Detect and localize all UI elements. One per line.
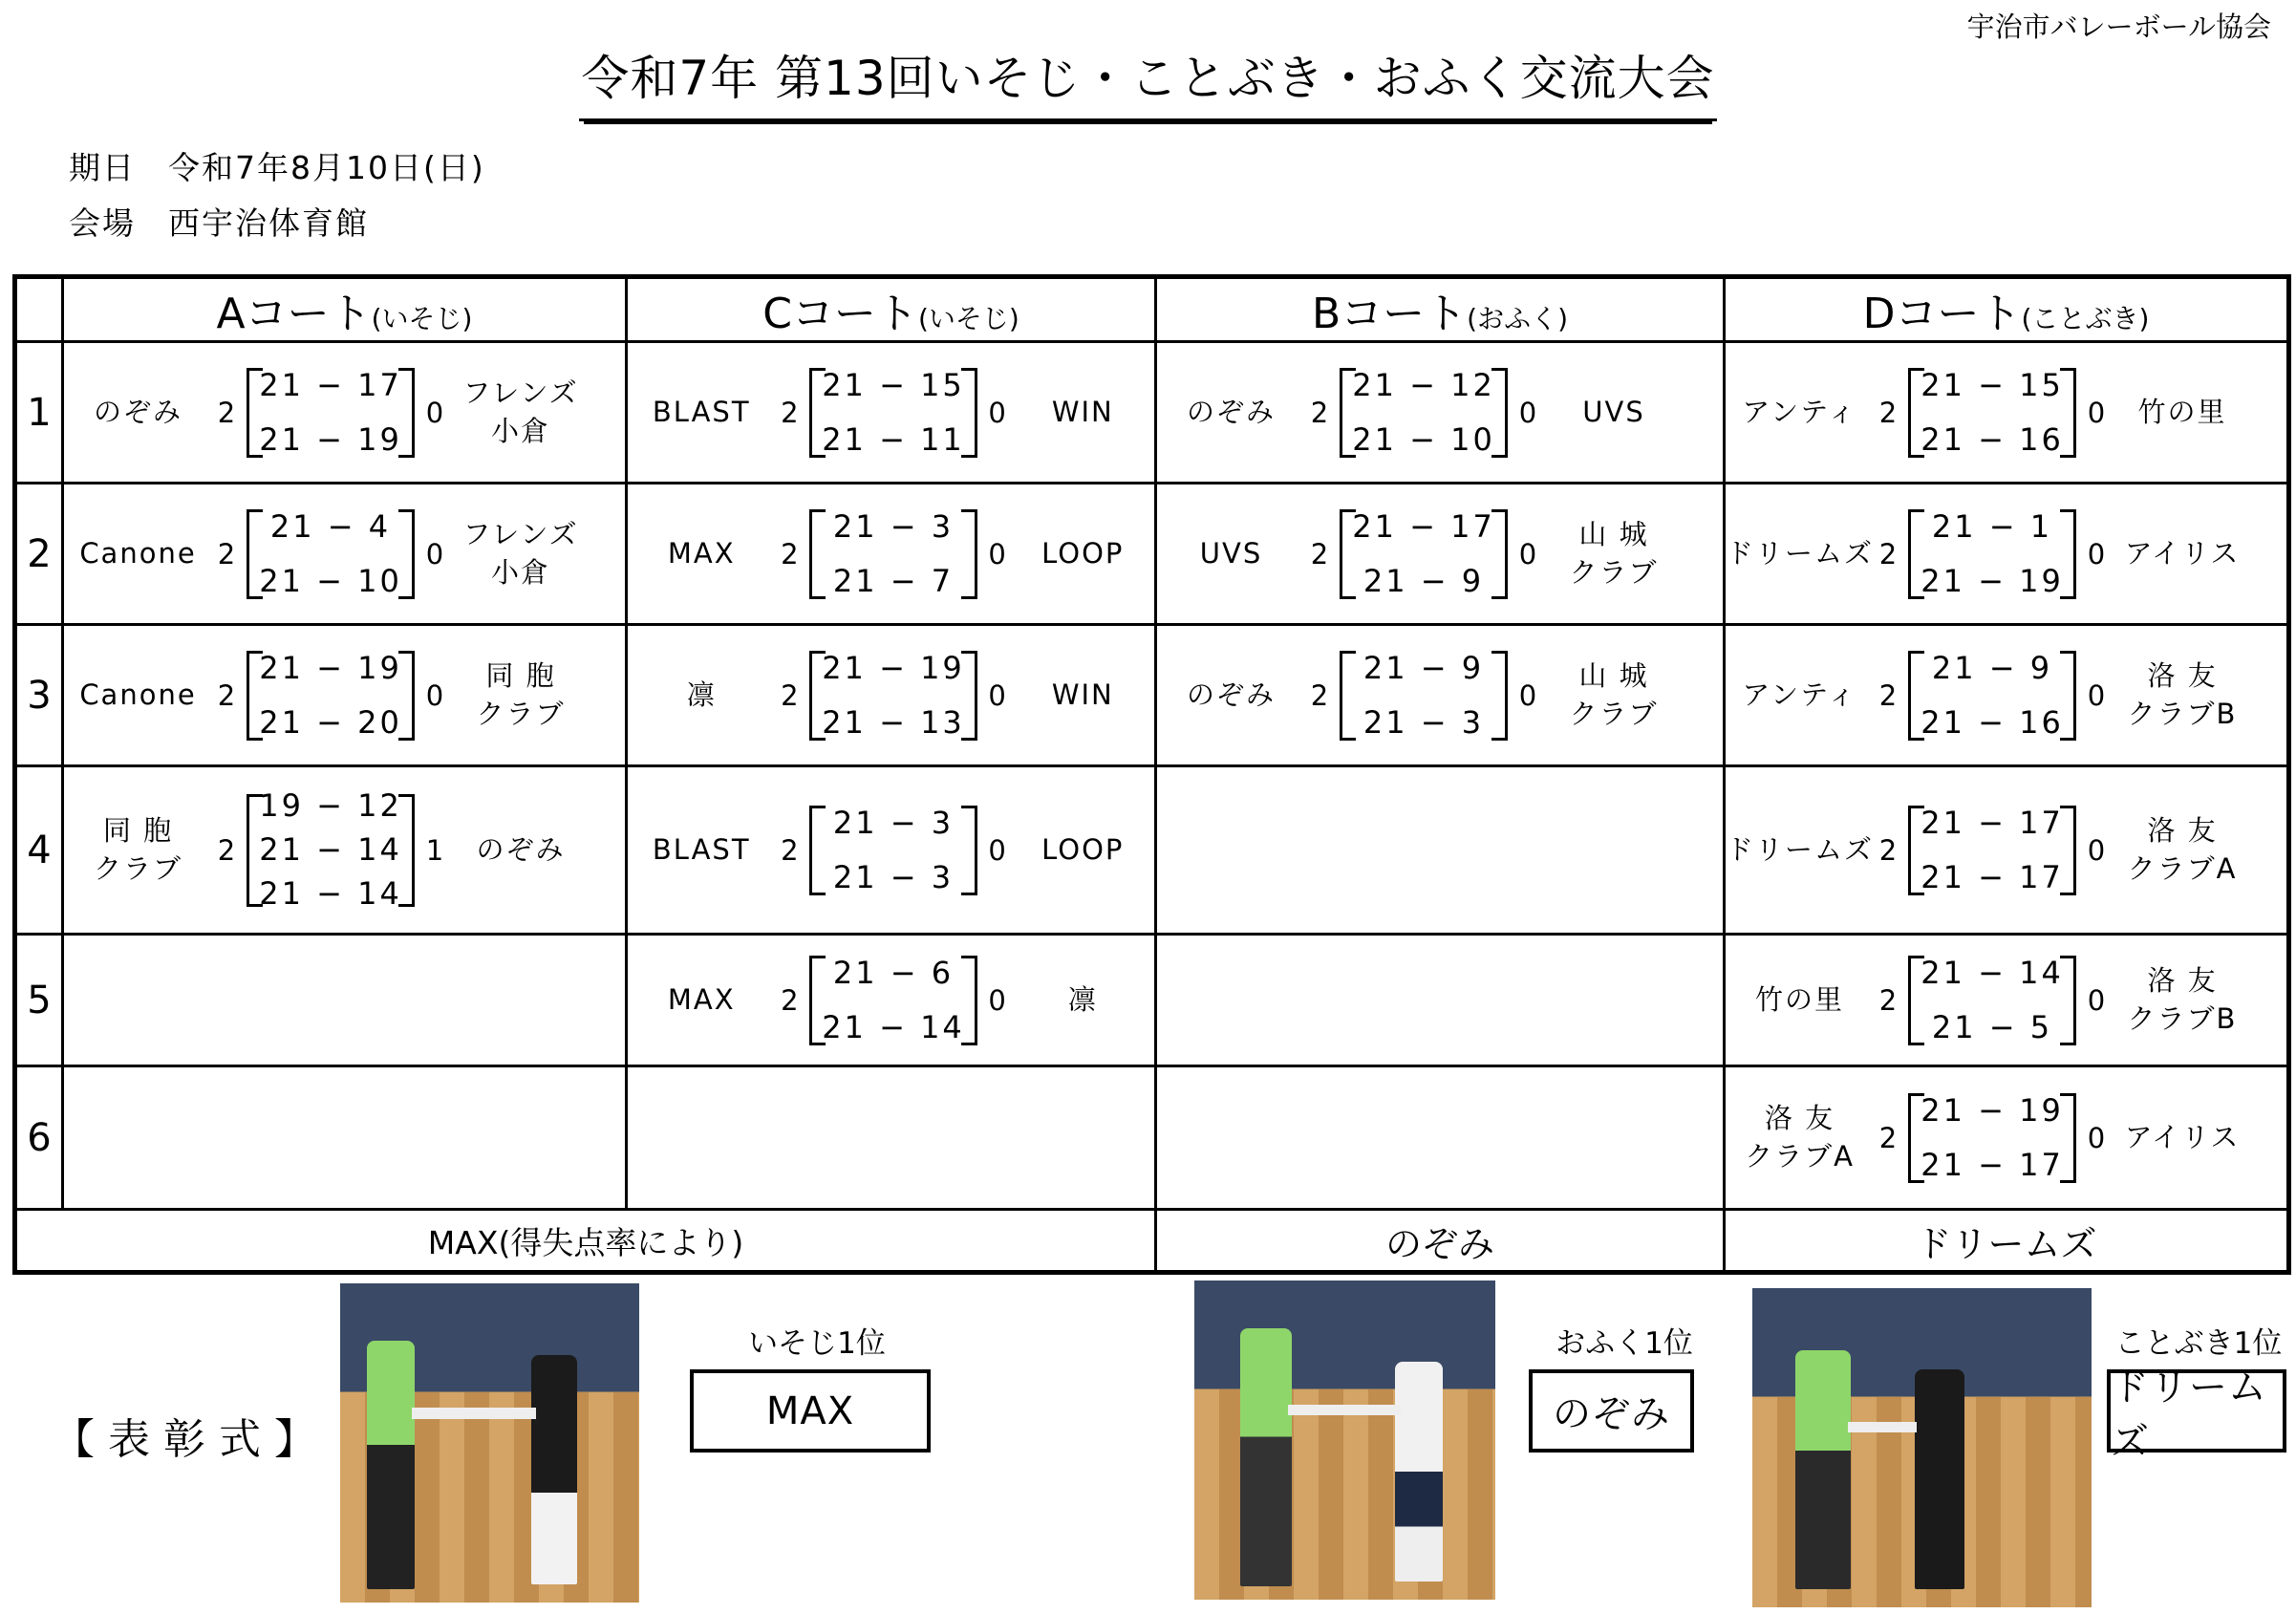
match-row — [15, 484, 2289, 625]
match-cell — [1156, 1066, 1725, 1210]
set-score: 21 − 14 — [259, 831, 402, 869]
set-score: 21 − 14 — [259, 875, 402, 913]
sets-won-right: 0 — [2087, 396, 2106, 429]
team-name-line: MAX — [667, 982, 736, 1016]
sets-won-right: 0 — [2087, 833, 2106, 867]
team-right — [449, 516, 592, 591]
sets-won-left: 2 — [781, 678, 799, 712]
match-cell — [63, 625, 627, 766]
set-scores — [809, 494, 976, 614]
set-scores — [1908, 494, 2076, 614]
set-scores — [1908, 635, 2076, 756]
team-left — [1726, 1100, 1874, 1174]
set-score: 21 − 5 — [1931, 1008, 2053, 1045]
sets-won-left: 2 — [1878, 833, 1898, 867]
match-result — [1726, 484, 2286, 623]
team-name-line: 同 胞 — [485, 659, 556, 693]
set-scores — [1340, 353, 1508, 473]
match-row — [15, 1066, 2289, 1210]
sets-won-left: 2 — [217, 396, 236, 429]
team-name-line: UVS — [1582, 395, 1645, 428]
winner-ofuku: のぞみ — [1156, 1210, 1725, 1273]
team-right — [2111, 657, 2254, 732]
set-score: 21 − 16 — [1920, 703, 2064, 741]
sets-won-left: 2 — [781, 396, 799, 429]
round-number: 1 — [15, 342, 63, 484]
match-result — [1726, 343, 2286, 482]
round-number: 3 — [15, 625, 63, 766]
team-name-line: LOOP — [1041, 536, 1125, 570]
team-name-line: フレンズ — [462, 518, 579, 551]
team-left — [1157, 394, 1305, 431]
team-left — [1726, 831, 1874, 869]
team-name-line: クラブB — [2127, 1001, 2238, 1035]
award-team-box: ドリームズ — [2107, 1369, 2286, 1453]
match-cell — [627, 484, 1156, 625]
team-right — [2111, 1119, 2254, 1156]
match-row — [15, 935, 2289, 1066]
set-score: 21 − 14 — [1920, 954, 2064, 991]
set-score: 21 − 17 — [1920, 858, 2064, 895]
match-cell — [1156, 766, 1725, 935]
team-name-line: クラブ — [476, 697, 566, 730]
match-result — [64, 626, 625, 764]
team-right — [1012, 535, 1154, 572]
winner-isoji: MAX(得失点率により) — [15, 1210, 1156, 1273]
team-name-line: BLAST — [652, 395, 751, 428]
set-score: 21 − 19 — [1920, 1091, 2064, 1129]
match-result — [1157, 343, 1723, 482]
match-result — [1726, 936, 2286, 1065]
match-result — [628, 484, 1154, 623]
team-right — [2111, 812, 2254, 887]
sets-won-right: 0 — [988, 678, 1006, 712]
ceremony-title: 【表彰式】 — [53, 1415, 330, 1464]
set-scores — [1908, 790, 2076, 911]
set-score: 21 − 17 — [1352, 507, 1495, 545]
sets-won-left: 2 — [1310, 396, 1329, 429]
sets-won-right: 0 — [1518, 537, 1537, 570]
team-name-line: クラブA — [1745, 1139, 1855, 1173]
team-name-line: 洛 友 — [1764, 1102, 1835, 1135]
match-cell — [1156, 484, 1725, 625]
sets-won-right: 0 — [988, 833, 1006, 867]
team-left — [1726, 981, 1874, 1019]
match-row — [15, 342, 2289, 484]
award-photo-kotobuki — [1752, 1288, 2092, 1607]
team-name-line: LOOP — [1041, 832, 1125, 866]
match-cell — [1156, 625, 1725, 766]
team-right — [2111, 535, 2254, 572]
match-cell — [63, 342, 627, 484]
match-cell — [1156, 935, 1725, 1066]
sets-won-left: 2 — [1310, 678, 1329, 712]
match-cell — [627, 625, 1156, 766]
sets-won-left: 2 — [1310, 537, 1329, 570]
team-name-line: クラブB — [2127, 697, 2238, 730]
set-score: 21 − 19 — [1920, 562, 2064, 599]
team-right — [1012, 831, 1154, 869]
venue-line — [69, 199, 369, 244]
team-left — [64, 535, 212, 572]
sets-won-left: 2 — [781, 983, 799, 1017]
match-cell — [627, 342, 1156, 484]
sets-won-right: 0 — [425, 396, 444, 429]
set-score: 21 − 3 — [832, 507, 955, 545]
team-name-line: UVS — [1199, 536, 1263, 570]
set-scores — [1908, 353, 2076, 473]
team-right — [1012, 981, 1154, 1019]
match-result — [1726, 767, 2286, 933]
team-name-line: アイリス — [2124, 536, 2241, 570]
team-name-line: Canone — [79, 678, 197, 711]
team-name-line: のぞみ — [1186, 678, 1276, 711]
team-name-line: のぞみ — [93, 395, 182, 428]
team-name-line: Canone — [79, 536, 197, 570]
date-value: 令和7年8月10日(日) — [168, 149, 485, 186]
team-name-line: 凛 — [686, 678, 717, 711]
match-cell — [63, 766, 627, 935]
set-score: 21 − 3 — [832, 858, 955, 895]
set-scores — [809, 635, 976, 756]
set-score: 21 − 16 — [1920, 420, 2064, 458]
match-result — [1157, 484, 1723, 623]
match-result — [64, 343, 625, 482]
match-cell — [1725, 625, 2289, 766]
sets-won-left: 2 — [781, 833, 799, 867]
match-result — [1726, 626, 2286, 764]
sets-won-right: 0 — [1518, 678, 1537, 712]
round-number: 4 — [15, 766, 63, 935]
set-scores — [247, 635, 415, 756]
page-title: 令和7年 第13回いそじ・ことぶき・おふく交流大会 — [0, 40, 2296, 121]
set-score: 21 − 20 — [259, 703, 402, 741]
results-table — [12, 274, 2291, 1275]
set-scores — [809, 353, 976, 473]
match-result — [64, 767, 625, 933]
team-name-line: クラブ — [1569, 555, 1659, 589]
sets-won-left: 2 — [1878, 1121, 1898, 1154]
team-right — [2111, 962, 2254, 1037]
team-name-line: 山 城 — [1578, 659, 1649, 693]
award-team-box: のぞみ — [1529, 1369, 1694, 1453]
match-cell — [627, 1066, 1156, 1210]
team-name-line: WIN — [1051, 395, 1114, 428]
team-left — [64, 394, 212, 431]
team-name-line: クラブ — [1569, 697, 1659, 730]
set-scores — [1340, 494, 1508, 614]
match-cell — [63, 1066, 627, 1210]
court-header: Bコート(おふく) — [1156, 277, 1725, 342]
set-scores — [1908, 940, 2076, 1061]
team-name-line: ドリームズ — [1726, 832, 1875, 866]
team-left — [64, 677, 212, 714]
team-name-line: WIN — [1051, 678, 1114, 711]
set-scores — [247, 353, 415, 473]
set-score: 21 − 10 — [1352, 420, 1495, 458]
set-score: 21 − 4 — [269, 507, 392, 545]
sets-won-left: 2 — [1878, 396, 1898, 429]
set-scores — [1908, 1078, 2076, 1198]
team-name-line: MAX — [667, 536, 736, 570]
set-score: 21 − 3 — [832, 804, 955, 841]
team-name-line: 同 胞 — [102, 814, 174, 848]
set-score: 21 − 9 — [1931, 649, 2053, 686]
sets-won-left: 2 — [217, 833, 236, 867]
set-scores — [809, 790, 976, 911]
sets-won-right: 0 — [988, 396, 1006, 429]
team-name-line: 洛 友 — [2147, 964, 2218, 998]
sets-won-left: 2 — [1878, 983, 1898, 1017]
venue-value: 西宇治体育館 — [168, 204, 369, 242]
sets-won-left: 2 — [781, 537, 799, 570]
sets-won-left: 2 — [1878, 537, 1898, 570]
set-scores — [247, 494, 415, 614]
team-right — [1542, 394, 1685, 431]
winner-kotobuki: ドリームズ — [1725, 1210, 2289, 1273]
team-left — [1726, 535, 1874, 572]
match-result — [628, 936, 1154, 1065]
set-score: 21 − 10 — [259, 562, 402, 599]
team-name-line: 竹の里 — [2137, 395, 2227, 428]
court-header: Dコート(ことぶき) — [1725, 277, 2289, 342]
award-rank: ことぶき1位 — [2114, 1326, 2283, 1361]
team-name-line: 竹の里 — [1754, 982, 1844, 1016]
team-left — [1726, 677, 1874, 714]
award-photo-ofuku — [1194, 1280, 1495, 1600]
set-score: 21 − 11 — [822, 420, 965, 458]
match-result — [628, 767, 1154, 933]
sets-won-right: 0 — [2087, 678, 2106, 712]
match-cell — [1725, 1066, 2289, 1210]
set-score: 21 − 9 — [1363, 562, 1485, 599]
set-score: 21 − 7 — [832, 562, 955, 599]
set-score: 21 − 19 — [259, 420, 402, 458]
match-result — [628, 343, 1154, 482]
set-score: 21 − 9 — [1363, 649, 1485, 686]
row-number-header — [15, 277, 63, 342]
sets-won-right: 0 — [425, 537, 444, 570]
set-score: 21 − 17 — [1920, 804, 2064, 841]
set-score: 21 − 15 — [822, 366, 965, 403]
team-right — [449, 657, 592, 732]
team-name-line: 洛 友 — [2147, 814, 2218, 848]
award-rank: いそじ1位 — [748, 1326, 886, 1361]
team-left — [1157, 535, 1305, 572]
set-score: 21 − 12 — [1352, 366, 1495, 403]
team-right — [1542, 516, 1685, 591]
team-name-line: 小倉 — [490, 555, 550, 589]
set-scores — [247, 779, 415, 922]
team-left — [1726, 394, 1874, 431]
team-right — [1012, 394, 1154, 431]
sets-won-right: 1 — [425, 833, 444, 867]
match-result — [64, 484, 625, 623]
set-scores — [809, 940, 976, 1061]
team-left — [628, 677, 775, 714]
team-name-line: アイリス — [2124, 1120, 2241, 1153]
match-row — [15, 766, 2289, 935]
match-cell — [627, 935, 1156, 1066]
match-cell — [1725, 766, 2289, 935]
award-rank: おふく1位 — [1556, 1326, 1693, 1361]
set-score: 21 − 17 — [1920, 1146, 2064, 1183]
match-cell — [63, 484, 627, 625]
round-number: 2 — [15, 484, 63, 625]
organization-name: 宇治市バレーボール協会 — [1966, 11, 2271, 43]
set-score: 21 − 17 — [259, 366, 402, 403]
match-result — [1726, 1067, 2286, 1208]
sets-won-right: 0 — [425, 678, 444, 712]
team-name-line: クラブ — [93, 851, 182, 885]
team-name-line: のぞみ — [476, 832, 566, 866]
team-name-line: クラブA — [2127, 851, 2238, 885]
set-score: 21 − 1 — [1931, 507, 2053, 545]
team-left — [628, 981, 775, 1019]
team-right — [1012, 677, 1154, 714]
sets-won-right: 0 — [1518, 396, 1537, 429]
date-label: 期日 — [69, 149, 136, 186]
set-score: 21 − 19 — [259, 649, 402, 686]
sets-won-right: 0 — [988, 537, 1006, 570]
set-score: 21 − 14 — [822, 1008, 965, 1045]
sets-won-right: 0 — [988, 983, 1006, 1017]
team-left — [64, 812, 212, 887]
team-name-line: BLAST — [652, 832, 751, 866]
set-scores — [1340, 635, 1508, 756]
match-cell — [1725, 342, 2289, 484]
team-right — [1542, 657, 1685, 732]
team-name-line: 小倉 — [490, 414, 550, 447]
team-left — [1157, 677, 1305, 714]
team-name-line: のぞみ — [1186, 395, 1276, 428]
match-result — [1157, 626, 1723, 764]
team-left — [628, 394, 775, 431]
match-cell — [1725, 484, 2289, 625]
award-photo-isoji — [340, 1283, 639, 1603]
match-cell — [1156, 342, 1725, 484]
team-left — [628, 535, 775, 572]
team-name-line: アンティ — [1742, 395, 1857, 428]
team-name-line: 凛 — [1067, 982, 1098, 1016]
set-score: 21 − 3 — [1363, 703, 1485, 741]
match-cell — [627, 766, 1156, 935]
award-team-box: MAX — [690, 1369, 931, 1453]
team-right — [2111, 394, 2254, 431]
sets-won-left: 2 — [1878, 678, 1898, 712]
venue-label: 会場 — [69, 204, 136, 242]
sets-won-left: 2 — [217, 537, 236, 570]
team-left — [628, 831, 775, 869]
team-right — [449, 375, 592, 449]
set-score: 21 − 15 — [1920, 366, 2064, 403]
set-score: 19 − 12 — [259, 787, 402, 825]
court-header: Cコート(いそじ) — [627, 277, 1156, 342]
match-row — [15, 625, 2289, 766]
winners-row — [15, 1210, 2289, 1273]
date-line — [69, 143, 485, 188]
team-name-line: アンティ — [1742, 678, 1857, 711]
team-name-line: 洛 友 — [2147, 659, 2218, 693]
match-cell — [63, 935, 627, 1066]
sets-won-right: 0 — [2087, 537, 2106, 570]
round-number: 5 — [15, 935, 63, 1066]
team-name-line: ドリームズ — [1726, 536, 1875, 570]
team-right — [449, 831, 592, 869]
court-header: Aコート(いそじ) — [63, 277, 627, 342]
match-result — [628, 626, 1154, 764]
sets-won-right: 0 — [2087, 1121, 2106, 1154]
sets-won-right: 0 — [2087, 983, 2106, 1017]
match-cell — [1725, 935, 2289, 1066]
round-number: 6 — [15, 1066, 63, 1210]
team-name-line: 山 城 — [1578, 518, 1649, 551]
set-score: 21 − 13 — [822, 703, 965, 741]
sets-won-left: 2 — [217, 678, 236, 712]
set-score: 21 − 6 — [832, 954, 955, 991]
team-name-line: フレンズ — [462, 377, 579, 410]
court-header-row — [15, 277, 2289, 342]
set-score: 21 − 19 — [822, 649, 965, 686]
